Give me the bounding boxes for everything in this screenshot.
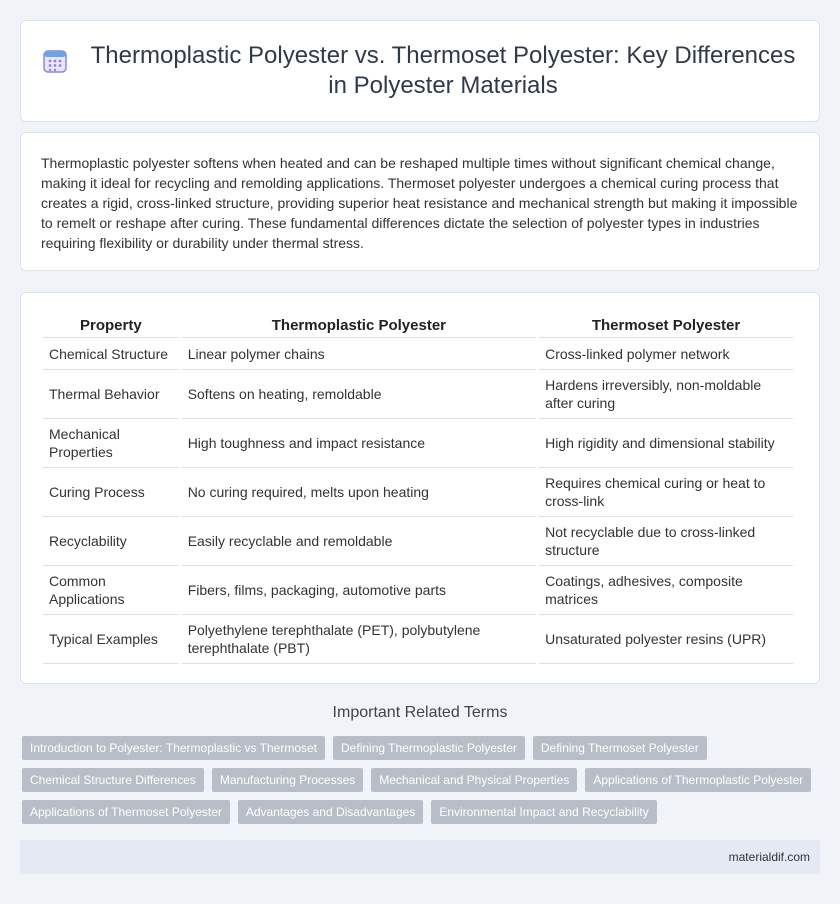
cell-property: Common Applications [43, 566, 179, 615]
tag-row [22, 736, 822, 760]
table-header-row [43, 311, 793, 338]
related-term-tag[interactable]: Defining Thermoplastic Polyester [333, 736, 525, 760]
cell-thermoplastic: No curing required, melts upon heating [182, 468, 536, 517]
title-wrap [41, 41, 799, 101]
table-row [43, 338, 793, 370]
header-card [20, 20, 820, 122]
related-term-tag[interactable]: Environmental Impact and Recyclability [431, 800, 656, 824]
page-title: Thermoplastic Polyester vs. Thermoset Polyester: Key Differences in Polyester Materials [90, 42, 796, 99]
tag-row [22, 768, 822, 792]
related-term-tag[interactable]: Applications of Thermoplastic Polyester [585, 768, 811, 792]
cell-thermoplastic: Easily recyclable and remoldable [182, 517, 536, 566]
cell-thermoset: Hardens irreversibly, non-moldable after curing [539, 370, 793, 419]
footer-site[interactable]: materialdif.com [728, 850, 810, 864]
table-row [43, 419, 793, 468]
intro-text: Thermoplastic polyester softens when heated and can be reshaped multiple times without significant chemical change, making it ideal for recycling and remolding applications. Thermoset polyester undergoes a chemical curing process that creates a rigid, cross-linked structure, providing superior heat resistance and mechanical strength but making it impossible to remelt or reshape after curing. These fundamental differences dictate the selection of polyester types in industries requiring flexibility or durability under thermal stress. [41, 155, 798, 251]
header-thermoset: Thermoset Polyester [539, 311, 793, 338]
comparison-table [40, 311, 796, 664]
cell-thermoplastic: Polyethylene terephthalate (PET), polybutylene terephthalate (PBT) [182, 615, 536, 664]
cell-thermoplastic: Linear polymer chains [182, 338, 536, 370]
table-row [43, 517, 793, 566]
calendar-icon [41, 47, 69, 75]
header-property: Property [43, 311, 179, 338]
related-term-tag[interactable]: Advantages and Disadvantages [238, 800, 423, 824]
related-term-tag[interactable]: Mechanical and Physical Properties [371, 768, 577, 792]
cell-thermoset: High rigidity and dimensional stability [539, 419, 793, 468]
cell-thermoset: Requires chemical curing or heat to cross-link [539, 468, 793, 517]
tag-row [22, 800, 822, 824]
related-term-tag[interactable]: Applications of Thermoset Polyester [22, 800, 230, 824]
footer [20, 840, 820, 874]
table-row [43, 370, 793, 419]
related-term-tag[interactable]: Defining Thermoset Polyester [533, 736, 707, 760]
cell-property: Recyclability [43, 517, 179, 566]
cell-thermoplastic: Softens on heating, remoldable [182, 370, 536, 419]
comparison-table-card [20, 292, 820, 684]
related-term-tag[interactable]: Introduction to Polyester: Thermoplastic vs Thermoset [22, 736, 325, 760]
cell-thermoplastic: High toughness and impact resistance [182, 419, 536, 468]
table-row [43, 615, 793, 664]
related-term-tag[interactable]: Manufacturing Processes [212, 768, 363, 792]
table-row [43, 566, 793, 615]
intro-card [20, 132, 820, 271]
header-thermoplastic: Thermoplastic Polyester [182, 311, 536, 338]
cell-thermoset: Cross-linked polymer network [539, 338, 793, 370]
cell-thermoset: Unsaturated polyester resins (UPR) [539, 615, 793, 664]
cell-property: Thermal Behavior [43, 370, 179, 419]
table-row [43, 468, 793, 517]
cell-property: Typical Examples [43, 615, 179, 664]
cell-thermoplastic: Fibers, films, packaging, automotive parts [182, 566, 536, 615]
related-term-tag[interactable]: Chemical Structure Differences [22, 768, 204, 792]
cell-property: Chemical Structure [43, 338, 179, 370]
related-terms-title: Important Related Terms [332, 704, 508, 721]
cell-thermoset: Not recyclable due to cross-linked structure [539, 517, 793, 566]
related-terms-tags [22, 736, 822, 832]
cell-thermoset: Coatings, adhesives, composite matrices [539, 566, 793, 615]
cell-property: Mechanical Properties [43, 419, 179, 468]
cell-property: Curing Process [43, 468, 179, 517]
